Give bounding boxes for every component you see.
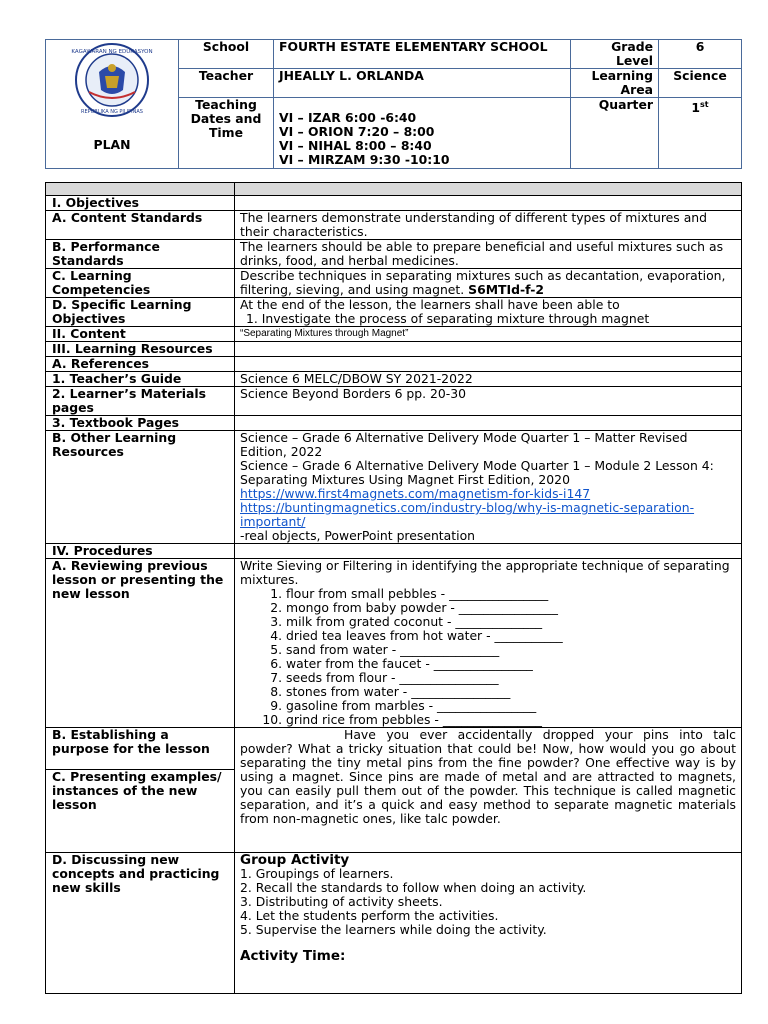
list-item: 8. stones from water - ________________ xyxy=(286,685,736,699)
list-item: 3. milk from grated coconut - ______________ xyxy=(286,615,736,629)
review-intro: Write Sieving or Filtering in identifying the appropriate technique of separating mixtures. xyxy=(240,558,730,587)
row-discuss xyxy=(46,853,742,994)
competencies-label: C. Learning Competencies xyxy=(46,269,235,298)
row-content xyxy=(46,327,742,342)
specific-label: D. Specific Learning Objectives xyxy=(46,298,235,327)
dates-label: Teaching Dates and Time xyxy=(179,98,274,169)
competencies-code: S6MTId-f-2 xyxy=(468,282,545,297)
activity-step: 1. Groupings of learners. xyxy=(240,866,394,881)
other-resource: Science – Grade 6 Alternative Delivery Mode Quarter 1 – Matter Revised Edition, 2022 xyxy=(240,430,688,459)
competencies-text: Describe techniques in separating mixtures such as decantation, evaporation, filtering, sieving, and using magnet. xyxy=(240,268,726,297)
discuss-cell xyxy=(235,853,742,994)
specific-intro: At the end of the lesson, the learners shall have been able to xyxy=(240,297,620,312)
activity-step: 2. Recall the standards to follow when doing an activity. xyxy=(240,880,587,895)
quarter-number: 1 xyxy=(691,100,701,116)
examples-label: C. Presenting examples/ instances of the new lesson xyxy=(46,770,235,853)
review-list xyxy=(240,587,736,727)
row-procedures xyxy=(46,544,742,559)
list-item: 5. sand from water - ________________ xyxy=(286,643,736,657)
other-label: B. Other Learning Resources xyxy=(46,431,235,544)
procedures-label: IV. Procedures xyxy=(46,544,235,559)
row-other-resources xyxy=(46,431,742,544)
purpose-text: Have you ever accidentally dropped your pins into talc powder? What a tricky situation that could be! Now, how would you go about separating the tiny metal pins from the fine powder? One effective way is by using a magnet. Since pins are made of metal and are attracted to magnets, you can easily pull them out of the powder. This technique is called magnetic separation, and it’s a quick and easy method to separate magnetic materials from non-magnetic ones, like talc powder. xyxy=(240,727,736,826)
lm-text: Science Beyond Borders 6 pp. 20-30 xyxy=(235,387,742,416)
list-item: 2. mongo from baby powder - ________________ xyxy=(286,601,736,615)
content-standards-label: A. Content Standards xyxy=(46,211,235,240)
school-label: School xyxy=(179,40,274,69)
resource-link[interactable]: https://buntingmagnetics.com/industry-blog/why-is-magnetic-separation-important/ xyxy=(240,500,695,529)
row-review xyxy=(46,559,742,728)
specific-cell xyxy=(235,298,742,327)
school-value: FOURTH ESTATE ELEMENTARY SCHOOL xyxy=(274,40,571,69)
teacher-value: JHEALLY L. ORLANDA xyxy=(274,69,571,98)
row-textbook xyxy=(46,416,742,431)
row-competencies xyxy=(46,269,742,298)
row-learners-materials xyxy=(46,387,742,416)
purpose-label: B. Establishing a purpose for the lesson xyxy=(46,728,235,770)
list-item: 7. seeds from flour - ________________ xyxy=(286,671,736,685)
grade-value: 6 xyxy=(659,40,742,69)
other-resource: Science – Grade 6 Alternative Delivery Mode Quarter 1 – Module 2 Lesson 4: Separating Mixtures Using Magnet First Edition, 2020 xyxy=(240,458,714,487)
row-resources xyxy=(46,342,742,357)
activity-step: 3. Distributing of activity sheets. xyxy=(240,894,443,909)
review-cell xyxy=(235,559,742,728)
list-item: 10. grind rice from pebbles - ________________ xyxy=(286,713,736,727)
competencies-cell xyxy=(235,269,742,298)
textbook-label: 3. Textbook Pages xyxy=(46,416,235,431)
lm-label: 2. Learner’s Materials pages xyxy=(46,387,235,416)
seal-bottom-text: REPUBLIKA NG PILIPINAS xyxy=(81,109,143,115)
quarter-label: Quarter xyxy=(571,98,659,169)
list-item: 6. water from the faucet - ________________ xyxy=(286,657,736,671)
tg-text: Science 6 MELC/DBOW SY 2021-2022 xyxy=(235,372,742,387)
references-label: A. References xyxy=(46,357,235,372)
row-objectives xyxy=(46,196,742,211)
resource-link[interactable]: https://www.first4magnets.com/magnetism-for-kids-i147 xyxy=(240,486,591,501)
review-label: A. Reviewing previous lesson or presenting the new lesson xyxy=(46,559,235,728)
other-cell xyxy=(235,431,742,544)
list-item: 1. flour from small pebbles - ________________ xyxy=(286,587,736,601)
list-item: 9. gasoline from marbles - ________________ xyxy=(286,699,736,713)
row-teachers-guide xyxy=(46,372,742,387)
discuss-label: D. Discussing new concepts and practicing new skills xyxy=(46,853,235,994)
header-gray-row xyxy=(46,183,742,196)
activity-step: 5. Supervise the learners while doing the activity. xyxy=(240,922,547,937)
content-text: “Separating Mixtures through Magnet” xyxy=(235,327,742,342)
row-performance xyxy=(46,240,742,269)
performance-label: B. Performance Standards xyxy=(46,240,235,269)
other-extra: -real objects, PowerPoint presentation xyxy=(240,528,475,543)
tg-label: 1. Teacher’s Guide xyxy=(46,372,235,387)
list-item: 4. dried tea leaves from hot water - ___________ xyxy=(286,629,736,643)
resources-label: III. Learning Resources xyxy=(46,342,235,357)
quarter-value xyxy=(659,98,742,169)
schedule-line: VI – IZAR 6:00 -6:40 xyxy=(279,110,417,125)
area-label: Learning Area xyxy=(571,69,659,98)
lesson-plan-table xyxy=(45,182,742,994)
row-content-standards xyxy=(46,211,742,240)
deped-seal-icon xyxy=(69,42,155,118)
schedule-line: VI – ORION 7:20 – 8:00 xyxy=(279,124,435,139)
objectives-label: I. Objectives xyxy=(46,196,235,211)
specific-item: 1. Investigate the process of separating mixture through magnet xyxy=(246,311,650,326)
grade-label: Grade Level xyxy=(571,40,659,69)
teacher-label: Teacher xyxy=(179,69,274,98)
plan-label: PLAN xyxy=(93,137,131,152)
schedule-line: VI – MIRZAM 9:30 -10:10 xyxy=(279,152,450,167)
schedule-cell xyxy=(274,98,571,169)
group-activity-title: Group Activity xyxy=(240,852,350,868)
purpose-cell xyxy=(235,728,742,853)
row-specific-objectives xyxy=(46,298,742,327)
quarter-sup: st xyxy=(700,100,709,109)
performance-text: The learners should be able to prepare beneficial and useful mixtures such as drinks, food, and herbal medicines. xyxy=(235,240,742,269)
content-label: II. Content xyxy=(46,327,235,342)
schedule-line: VI – NIHAL 8:00 – 8:40 xyxy=(279,138,432,153)
area-value: Science xyxy=(659,69,742,98)
activity-step: 4. Let the students perform the activities. xyxy=(240,908,499,923)
row-purpose xyxy=(46,728,742,770)
activity-time: Activity Time: xyxy=(240,948,346,964)
row-references xyxy=(46,357,742,372)
seal-top-text: KAGAWARAN NG EDUKASYON xyxy=(71,49,153,55)
content-standards-text: The learners demonstrate understanding of different types of mixtures and their characteristics. xyxy=(235,211,742,240)
